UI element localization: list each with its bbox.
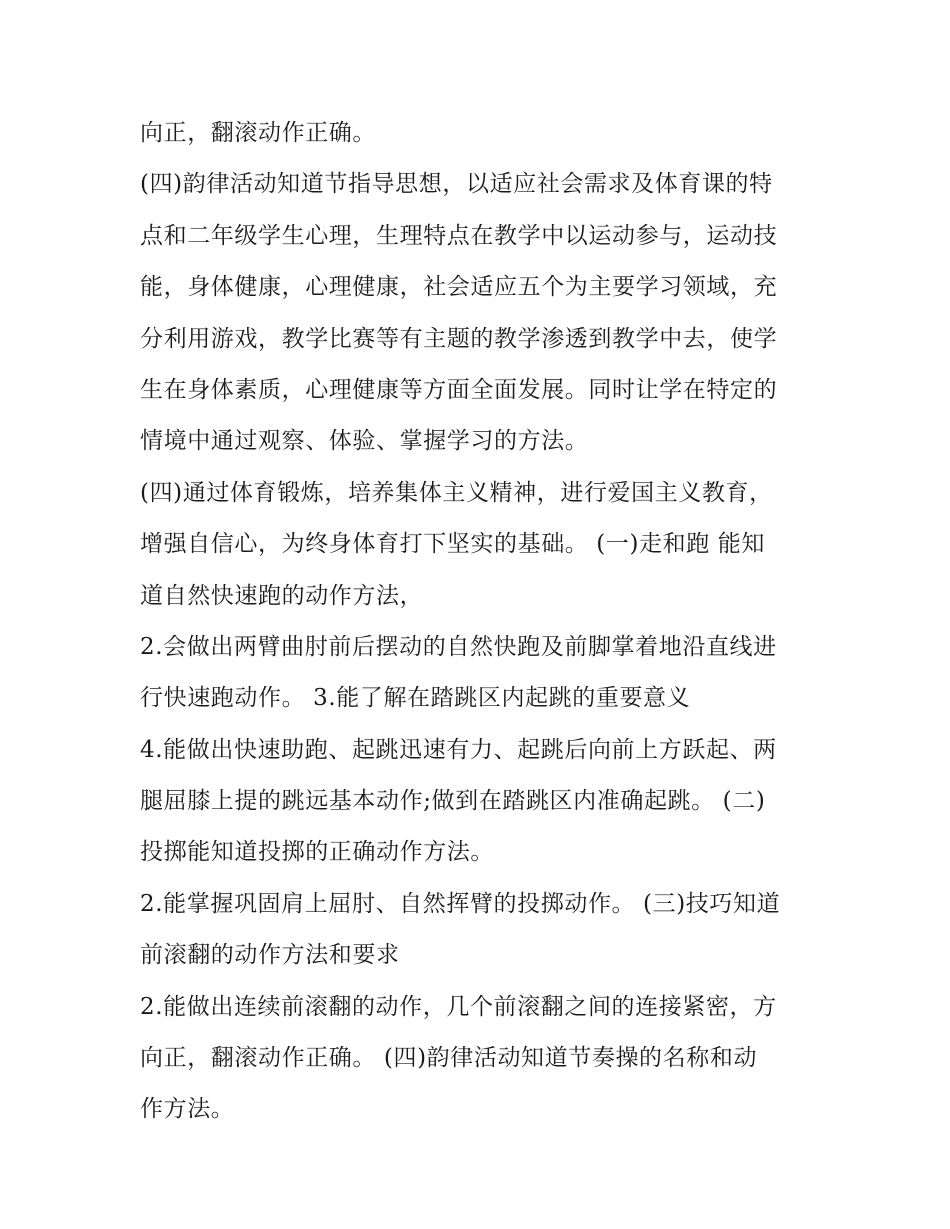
text-line: 能，身体健康，心理健康，社会适应五个为主要学习领域，充	[140, 274, 778, 301]
text-line: 2.能做出连续前滚翻的动作，几个前滚翻之间的连接紧密，方	[140, 993, 777, 1020]
document-body	[140, 108, 840, 1136]
text-line: 2.能掌握巩固肩上屈肘、自然挥臂的投掷动作。 (三)技巧知道	[140, 890, 781, 917]
text-line: 情境中通过观察、体验、掌握学习的方法。	[140, 428, 589, 455]
text-line: 增强自信心，为终身体育打下坚实的基础。 (一)走和跑 能知	[140, 531, 765, 558]
text-line: 点和二年级学生心理，生理特点在教学中以运动参与，运动技	[140, 222, 778, 249]
text-line: 道自然快速跑的动作方法，	[140, 582, 424, 609]
text-line: 行快速跑动作。 3.能了解在踏跳区内起跳的重要意义	[140, 685, 691, 712]
text-line: 4.能做出快速助跑、起跳迅速有力、起跳后向前上方跃起、两	[140, 736, 777, 763]
text-line: 向正，翻滚动作正确。	[140, 120, 376, 146]
text-line: 腿屈膝上提的跳远基本动作;做到在踏跳区内准确起跳。 (二)	[140, 788, 766, 815]
text-line: 作方法。	[140, 1096, 235, 1123]
text-line: 向正，翻滚动作正确。 (四)韵律活动知道节奏操的名称和动	[140, 1045, 758, 1072]
text-line: 投掷能知道投掷的正确动作方法。	[140, 839, 494, 866]
text-line: (四)通过体育锻炼，培养集体主义精神，进行爱国主义教育，	[140, 479, 773, 506]
text-line: 生在身体素质，心理健康等方面全面发展。同时让学在特定的	[140, 376, 778, 403]
text-line: 分利用游戏，教学比赛等有主题的教学渗透到教学中去，使学	[140, 325, 778, 352]
text-line: (四)韵律活动知道节指导思想，以适应社会需求及体育课的特	[140, 171, 773, 198]
text-line: 前滚翻的动作方法和要求	[140, 942, 400, 969]
text-line: 2.会做出两臂曲肘前后摆动的自然快跑及前脚掌着地沿直线进	[140, 633, 777, 660]
